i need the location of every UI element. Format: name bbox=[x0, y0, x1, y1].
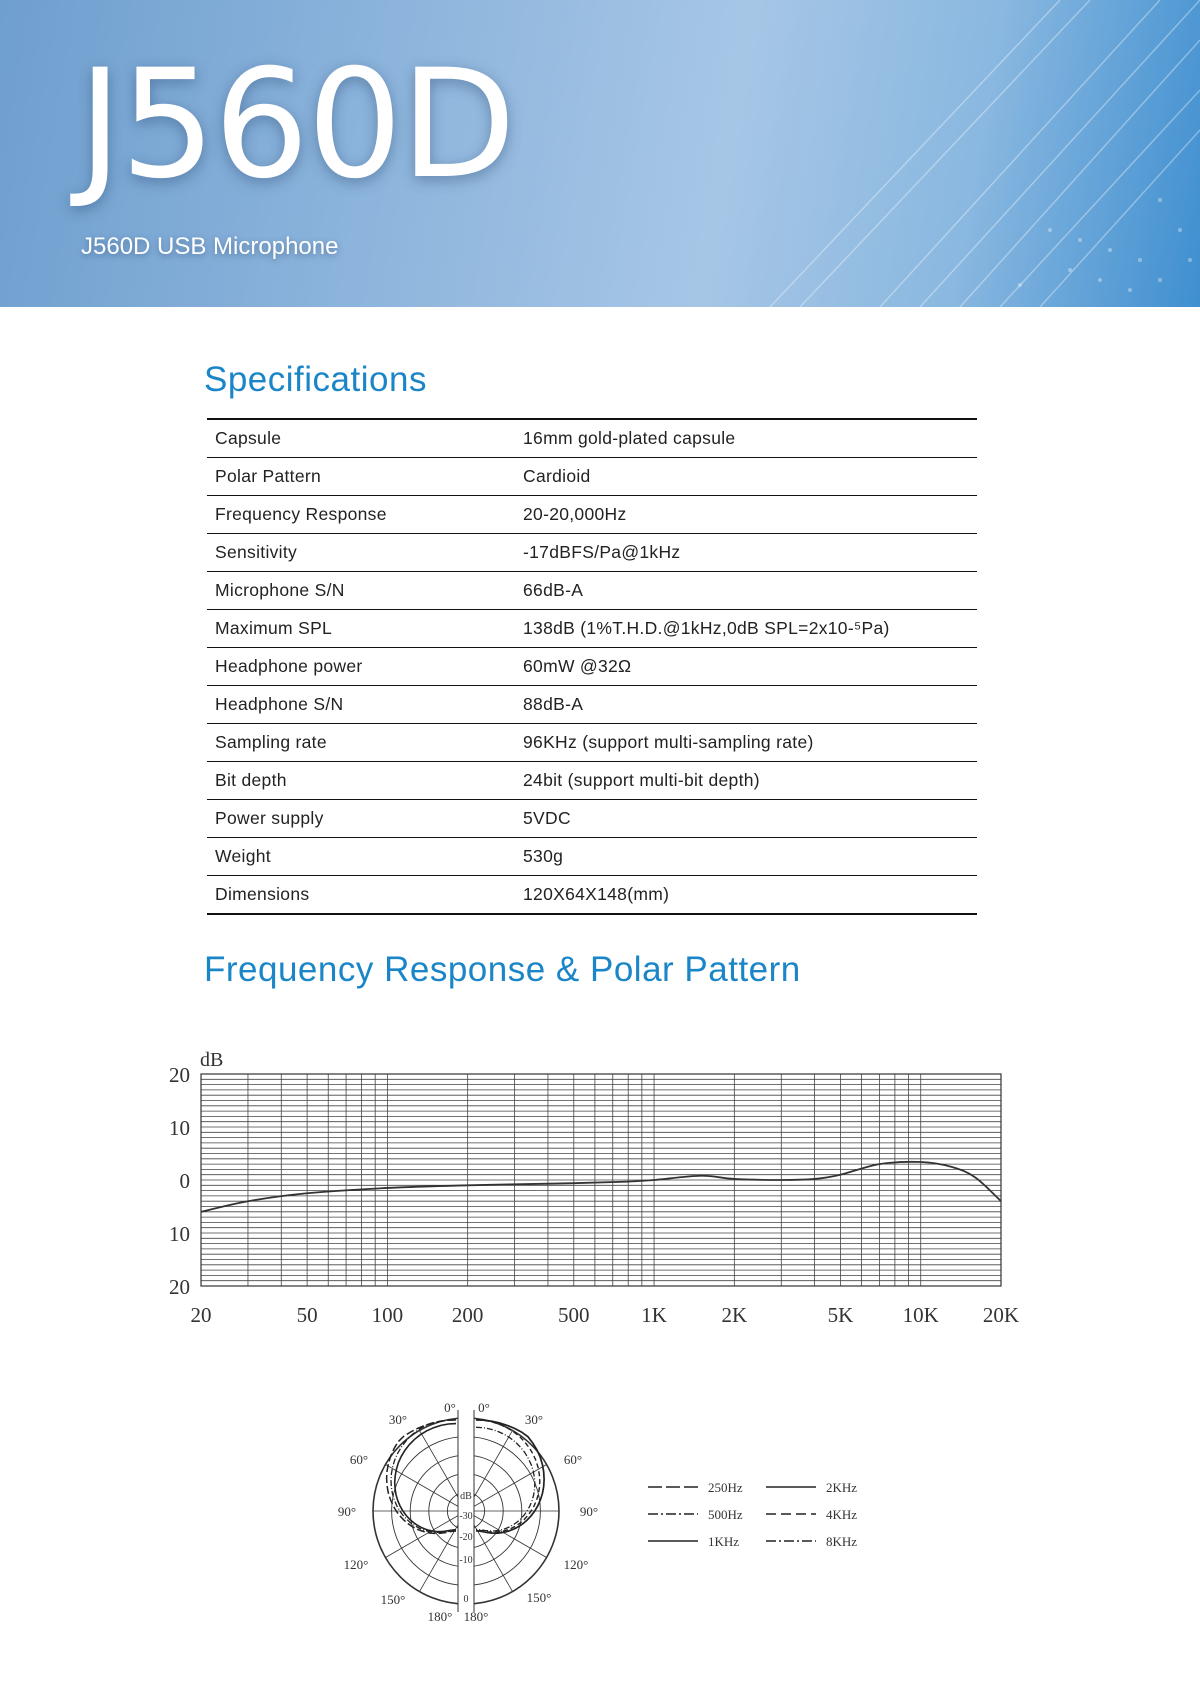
chart-grid bbox=[201, 1074, 1001, 1286]
polar-angle-label: 30° bbox=[388, 1412, 408, 1427]
spec-value: Cardioid bbox=[515, 458, 977, 496]
polar-angle-label: 120° bbox=[563, 1557, 589, 1572]
y-tick-label: 0 bbox=[179, 1169, 190, 1193]
polar-angle-label: 150° bbox=[526, 1590, 552, 1605]
legend-label: 4KHz bbox=[826, 1507, 858, 1522]
legend-label: 1KHz bbox=[708, 1534, 740, 1549]
product-subtitle: J560D USB Microphone bbox=[81, 233, 339, 260]
spec-label: Capsule bbox=[207, 419, 515, 458]
polar-legend bbox=[648, 1480, 857, 1549]
frequency-polar-heading: Frequency Response & Polar Pattern bbox=[204, 950, 801, 989]
spec-label: Bit depth bbox=[207, 762, 515, 800]
x-tick-label: 200 bbox=[451, 1303, 484, 1327]
y-tick-label: 20 bbox=[169, 1063, 190, 1087]
legend-label: 8KHz bbox=[826, 1534, 858, 1549]
polar-angle-label: 60° bbox=[349, 1452, 369, 1467]
polar-curve bbox=[387, 1420, 456, 1534]
x-tick-label: 10K bbox=[902, 1303, 939, 1327]
spec-label: Weight bbox=[207, 838, 515, 876]
x-tick-label: 20K bbox=[982, 1303, 1020, 1327]
polar-radial-label: -10 bbox=[459, 1555, 473, 1566]
polar-angle-label: 180° bbox=[463, 1609, 489, 1624]
spec-value: 96KHz (support multi-sampling rate) bbox=[515, 724, 977, 762]
x-tick-label: 20 bbox=[190, 1303, 212, 1327]
spec-value: 530g bbox=[515, 838, 977, 876]
spec-label: Sampling rate bbox=[207, 724, 515, 762]
polar-spoke bbox=[385, 1511, 466, 1558]
polar-pattern-chart bbox=[338, 1400, 598, 1624]
legend-label: 250Hz bbox=[708, 1480, 743, 1495]
polar-angle-label: 30° bbox=[524, 1412, 544, 1427]
spec-value: 120X64X148(mm) bbox=[523, 884, 670, 904]
polar-angle-label: 0° bbox=[444, 1400, 456, 1415]
spec-label: Microphone S/N bbox=[207, 572, 515, 610]
polar-angle-label: 60° bbox=[563, 1452, 583, 1467]
y-tick-label: 10 bbox=[169, 1116, 190, 1140]
y-tick-label: 20 bbox=[169, 1275, 190, 1299]
polar-angle-label: 90° bbox=[337, 1504, 357, 1519]
x-tick-label: 5K bbox=[827, 1303, 854, 1327]
polar-spoke bbox=[385, 1465, 466, 1512]
polar-angle-label: 0° bbox=[478, 1400, 490, 1415]
polar-angle-label: 150° bbox=[380, 1592, 406, 1607]
spec-value: -17dBFS/Pa@1kHz bbox=[515, 534, 977, 572]
polar-angle-label: 120° bbox=[343, 1557, 369, 1572]
polar-angle-label: 180° bbox=[427, 1609, 453, 1624]
legend-label: 2KHz bbox=[826, 1480, 858, 1495]
spec-label: Headphone S/N bbox=[207, 686, 515, 724]
spec-value: 88dB-A bbox=[515, 686, 977, 724]
polar-radial-label: 0 bbox=[463, 1594, 469, 1605]
spec-value: 20-20,000Hz bbox=[515, 496, 977, 534]
spec-label: Frequency Response bbox=[207, 496, 515, 534]
spec-value: 24bit (support multi-bit depth) bbox=[515, 762, 977, 800]
polar-spoke bbox=[466, 1511, 547, 1558]
polar-angle-label: 90° bbox=[579, 1504, 599, 1519]
spec-value: 66dB-A bbox=[515, 572, 977, 610]
spec-value: 16mm gold-plated capsule bbox=[515, 419, 977, 458]
x-tick-label: 50 bbox=[296, 1303, 318, 1327]
spec-label: Polar Pattern bbox=[207, 458, 515, 496]
x-tick-label: 100 bbox=[371, 1303, 404, 1327]
legend-label: 500Hz bbox=[708, 1507, 743, 1522]
y-axis-label: dB bbox=[200, 1049, 224, 1071]
spec-value: 5VDC bbox=[515, 800, 977, 838]
specifications-heading: Specifications bbox=[204, 360, 427, 399]
spec-label: Dimensions bbox=[215, 884, 310, 904]
spec-label: Power supply bbox=[207, 800, 515, 838]
y-tick-label: 10 bbox=[169, 1222, 190, 1246]
spec-label: Sensitivity bbox=[207, 534, 515, 572]
x-tick-label: 2K bbox=[721, 1303, 748, 1327]
spec-label: Maximum SPL bbox=[207, 610, 515, 648]
polar-radial-label: dB bbox=[460, 1491, 472, 1502]
spec-value: 60mW @32Ω bbox=[515, 648, 977, 686]
polar-radial-label: -20 bbox=[459, 1532, 473, 1543]
x-tick-label: 1K bbox=[641, 1303, 667, 1327]
polar-radial-label: -30 bbox=[459, 1511, 473, 1522]
spec-label: Headphone power bbox=[207, 648, 515, 686]
x-tick-label: 500 bbox=[558, 1303, 590, 1327]
spec-value: 138dB (1%T.H.D.@1kHz,0dB SPL=2x10-⁵Pa) bbox=[515, 610, 977, 648]
model-title: J560D bbox=[78, 38, 515, 212]
